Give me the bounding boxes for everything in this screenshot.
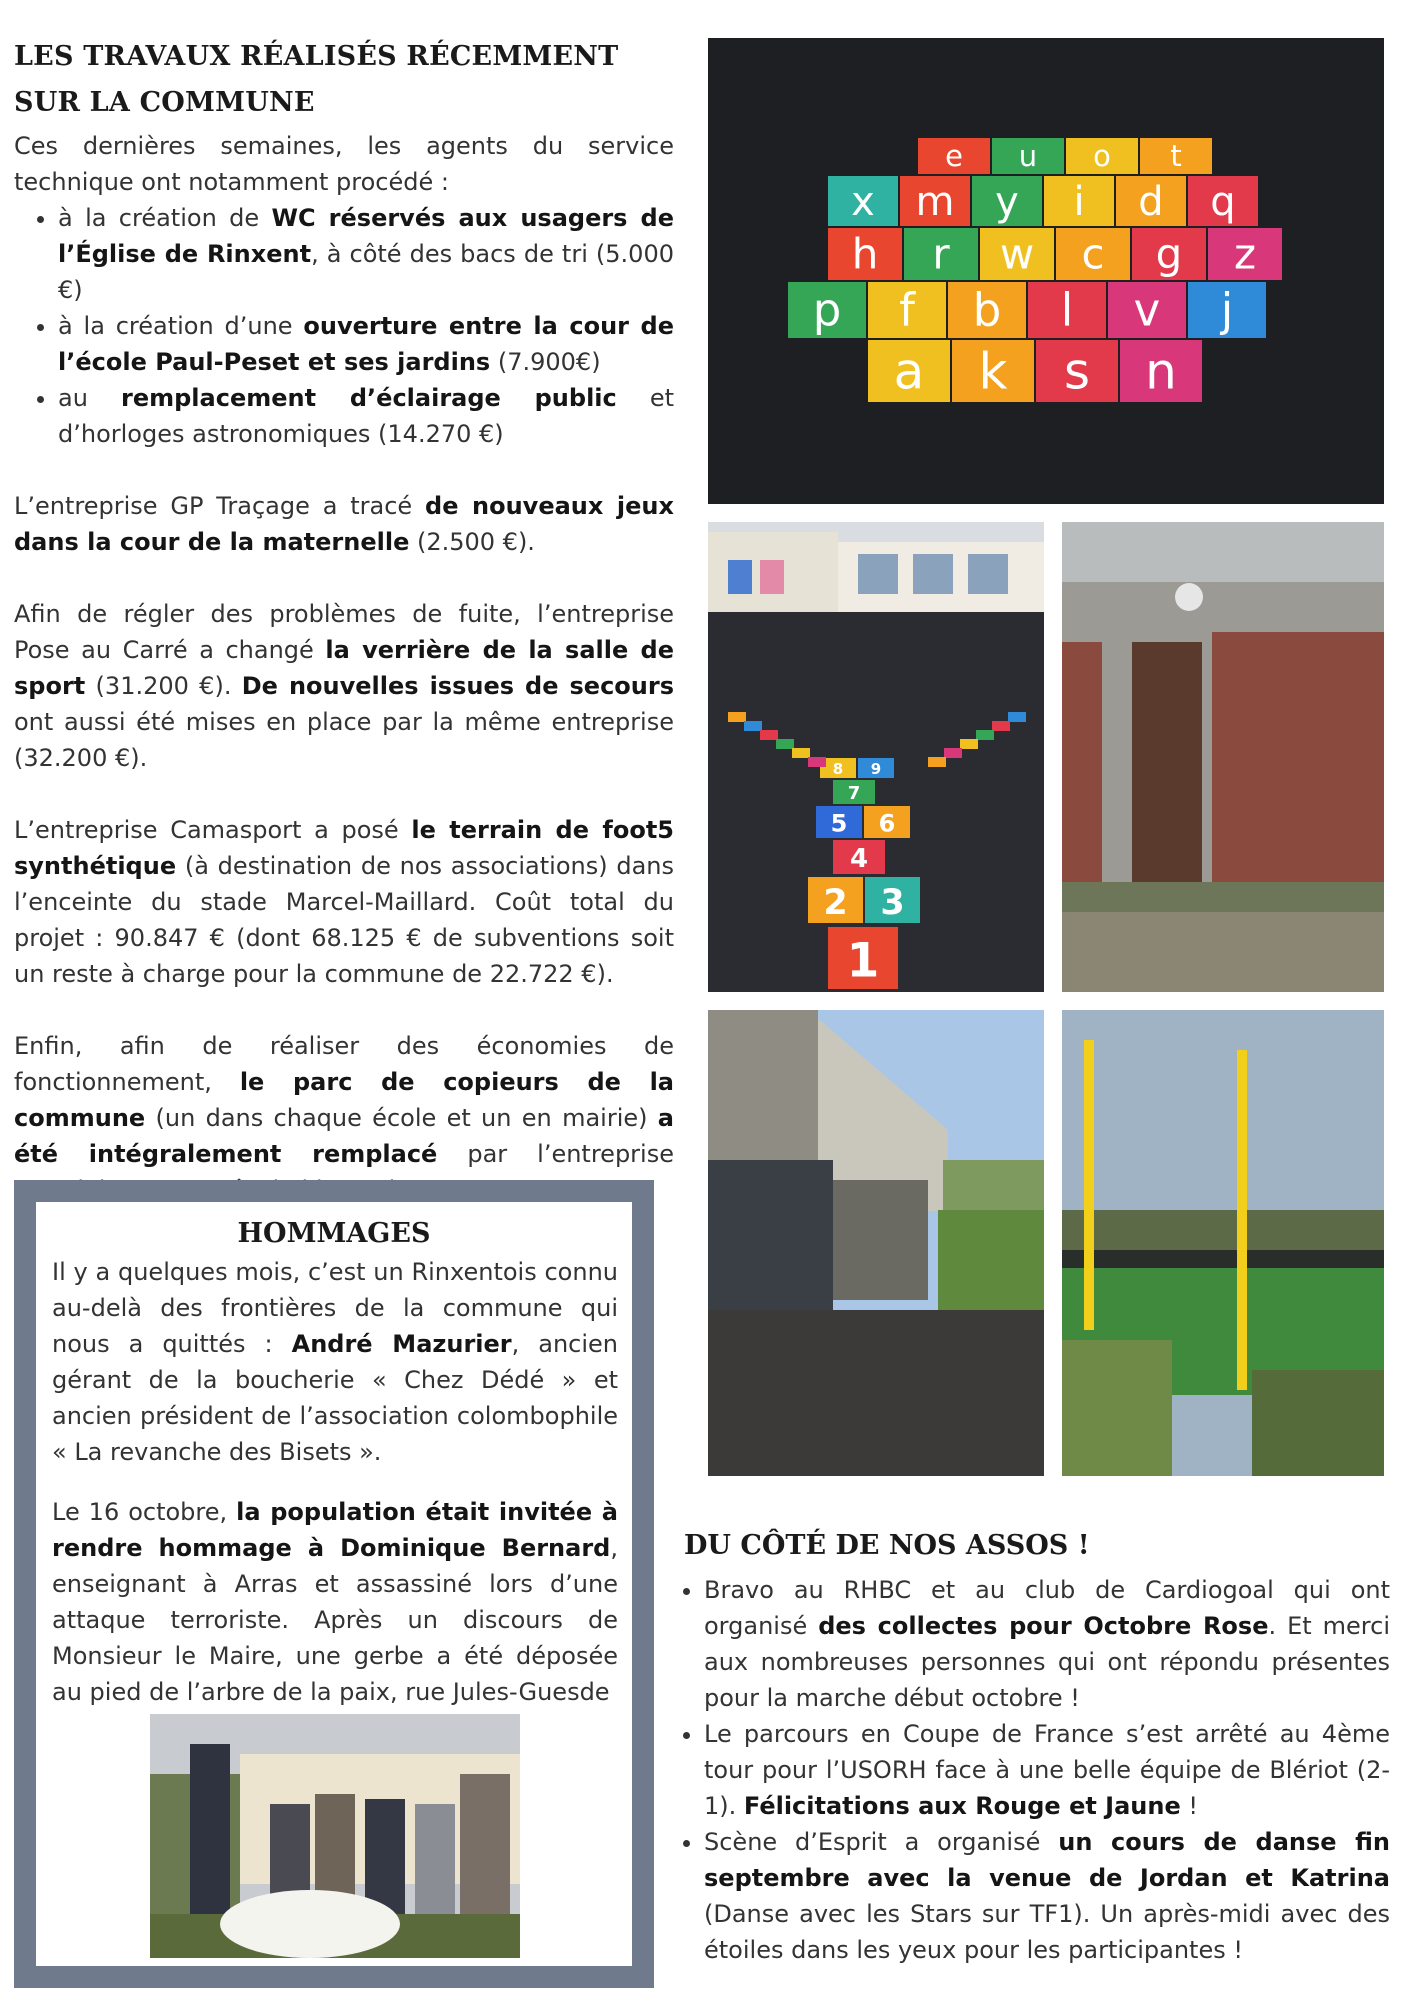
letter-label: h (851, 229, 879, 279)
foot5-image (1062, 1010, 1384, 1476)
letter-label: c (1081, 229, 1105, 279)
letter-label: f (899, 283, 915, 337)
list-item: • Le parcours en Coupe de France s’est arrêté au 4ème tour pour l’USORH face à une belle équipe de Blériot (2-1). Félicitations aux Rouge et Jaune ! (704, 1716, 1390, 1824)
letter-label: b (972, 283, 1002, 337)
letter-label: g (1155, 229, 1183, 279)
hopscotch-arm-cell (1008, 712, 1026, 722)
assos-title: DU CÔTÉ DE NOS ASSOS ! (684, 1530, 1090, 1561)
letter-label: y (995, 179, 1019, 225)
letter-label: t (1170, 139, 1182, 174)
hopscotch-arm-cell (944, 748, 962, 758)
letter-label: v (1133, 283, 1161, 337)
photo-garden-opening (708, 1010, 1044, 1476)
lamp-shape (1175, 583, 1203, 611)
hopscotch-arm-cell (760, 730, 778, 740)
hommages-body (52, 1254, 618, 1710)
letter-label: o (1093, 139, 1111, 174)
hopscotch-arm-cell (776, 739, 794, 749)
list-item: • à la création de WC réservés aux usagers de l’Église de Rinxent, à côté des bacs de tri (5.000 €) (58, 200, 674, 308)
list-item: • Bravo au RHBC et au club de Cardiogoal qui ont organisé des collectes pour Octobre Rose. Et merci aux nombreuses personnes qui ont répondu présentes pour la marche début octobre ! (704, 1572, 1390, 1716)
hopscotch-number: 2 (823, 882, 848, 923)
hopscotch-number: 9 (870, 760, 882, 778)
hopscotch-arm-cell (976, 730, 994, 740)
letter-label: x (851, 179, 875, 225)
ceremony-image (150, 1714, 520, 1958)
letter-label: k (978, 342, 1008, 401)
list-item: • au remplacement d’éclairage public et d’horloges astronomiques (14.270 €) (58, 380, 674, 452)
photo-ceremony (150, 1714, 520, 1958)
hopscotch-arm-cell (928, 757, 946, 767)
letter-label: d (1138, 179, 1164, 225)
garden-opening-image (708, 1010, 1044, 1476)
hopscotch-arm-cell (744, 721, 762, 731)
letter-label: n (1145, 342, 1177, 401)
photo-wc-door (1062, 522, 1384, 992)
letter-label: m (915, 179, 955, 225)
paragraph-copieurs: Enfin, afin de réaliser des économies de fonctionnement, le parc de copieurs de la commune (un dans chaque école et un en mairie) a été intégralement remplacé par l’entreprise (14, 1032, 674, 1168)
hopscotch-arm-cell (728, 712, 746, 722)
list-item: • Scène d’Esprit a organisé un cours de danse fin septembre avec la venue de Jordan et Katrina (Danse avec les Stars sur TF1). Un après-midi avec des étoiles dans les yeux pour les participantes ! (704, 1824, 1390, 1968)
hopscotch-arm-cell (992, 721, 1010, 731)
letter-label: r (932, 229, 950, 279)
hopscotch-number: 8 (832, 760, 844, 778)
hopscotch-arm-cell (792, 748, 810, 758)
letter-label: q (1210, 179, 1236, 225)
letter-label: i (1073, 179, 1085, 225)
hommages-paragraph-bernard: Le 16 octobre, la population était invitée à rendre hommage à Dominique Bernard, enseignant à Arras et assassiné lors d’une attaque terroriste. Après un discours de Monsieur le Maire, une gerbe a été déposée au pied de l’arbre de la paix, rue Jules-Guesde (52, 1498, 618, 1706)
hopscotch-number: 7 (847, 783, 861, 805)
photo-letter-grid (708, 38, 1384, 504)
article-body (14, 128, 674, 1208)
paragraph-verriere: Afin de régler des problèmes de fuite, l’entreprise Pose au Carré a changé la verrière de la salle de sport (31.200 €). De nouvelles issues de secours ont aussi été mises en place par la même entreprise (32.200 €). (14, 600, 674, 772)
photo-foot5 (1062, 1010, 1384, 1476)
hopscotch-arm-cell (960, 739, 978, 749)
hopscotch-number: 4 (849, 844, 869, 875)
assos-list (668, 1572, 1390, 1968)
hopscotch-number: 3 (880, 882, 905, 923)
hopscotch-image (708, 522, 1044, 992)
letter-label: z (1233, 229, 1257, 279)
hopscotch-arm-cell (808, 757, 826, 767)
letter-label: l (1060, 283, 1074, 337)
letter-label: u (1018, 139, 1038, 174)
article-title: LES TRAVAUX RÉALISÉS RÉCEMMENT SUR LA COMMUNE (14, 41, 619, 118)
paragraph-foot5: L’entreprise Camasport a posé le terrain de foot5 synthétique (à destination de nos associations) dans l’enceinte du stade Marcel-Maillard. Coût total du projet : 90.847 € (dont 68.125 € de subventions soit un reste à charge pour la commune de 22.722 €). (14, 816, 674, 988)
letter-label: p (812, 283, 842, 337)
hopscotch-number: 5 (830, 809, 848, 838)
article-intro: Ces dernières semaines, les agents du service technique ont notamment procédé : (14, 132, 674, 196)
letter-grid-image (708, 38, 1384, 504)
hopscotch-number: 6 (878, 809, 896, 838)
letter-label: a (893, 342, 925, 401)
assos-body (668, 1572, 1390, 1968)
letter-label: e (945, 139, 963, 174)
letter-label: s (1063, 342, 1091, 401)
letter-label: j (1220, 283, 1234, 337)
hommages-title: HOMMAGES (237, 1218, 431, 1249)
list-item: • à la création d’une ouverture entre la cour de l’école Paul-Peset et ses jardins (7.900€) (58, 308, 674, 380)
hommages-paragraph-mazurier: Il y a quelques mois, c’est un Rinxentois connu au-delà des frontières de la commune qui nous a quittés : André Mazurier, ancien gérant de la boucherie « Chez Dédé » et ancien président de l’association colombophile « La revanche des Bisets ». (52, 1258, 619, 1466)
letter-label: w (999, 229, 1035, 279)
wc-door-image (1062, 522, 1384, 992)
photo-hopscotch (708, 522, 1044, 992)
hopscotch-number: 1 (846, 933, 880, 989)
works-list (14, 200, 674, 452)
paragraph-maternelle: L’entreprise GP Traçage a tracé de nouveaux jeux dans la cour de la maternelle (2.500 €). (14, 492, 674, 556)
